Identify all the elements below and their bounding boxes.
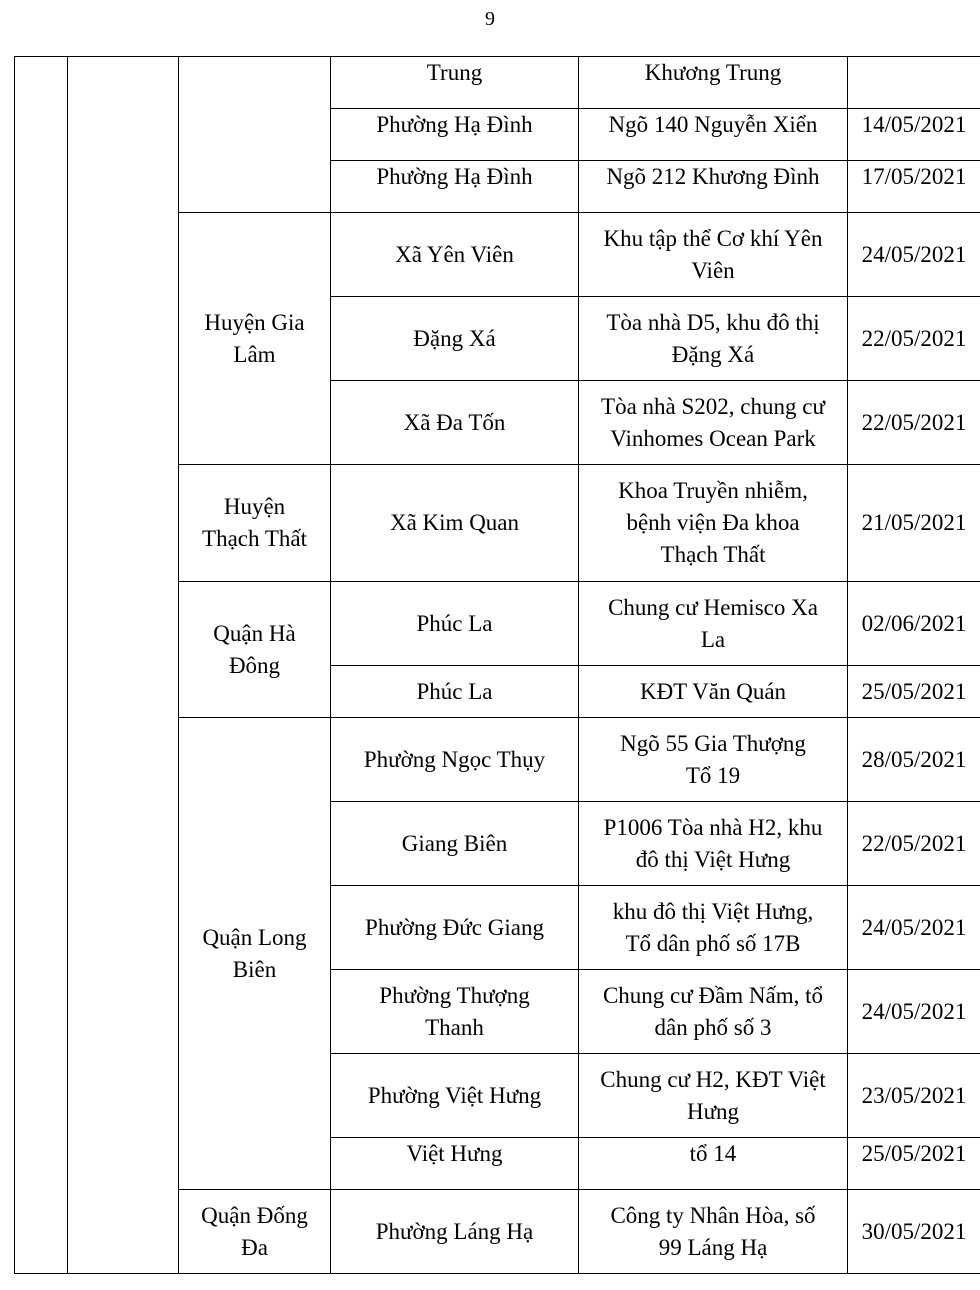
date-cell: 24/05/2021 (848, 213, 980, 297)
ward-cell: Phường Ngọc Thụy (331, 718, 579, 802)
page-number: 9 (485, 8, 495, 30)
ward-cell: Phường Hạ Đình (331, 161, 579, 213)
location-cell: Ngõ 55 Gia Thượng Tổ 19 (579, 718, 848, 802)
ward-cell: Xã Đa Tốn (331, 381, 579, 465)
ward-cell: Phường Hạ Đình (331, 109, 579, 161)
ward-cell: Phúc La (331, 666, 579, 718)
date-cell: 22/05/2021 (848, 297, 980, 381)
location-cell: tổ 14 (579, 1138, 848, 1190)
ward-cell: Phường Láng Hạ (331, 1190, 579, 1274)
date-cell: 21/05/2021 (848, 465, 980, 582)
district-cell: Quận Long Biên (179, 718, 331, 1190)
location-cell: Ngõ 212 Khương Đình (579, 161, 848, 213)
ward-cell: Đặng Xá (331, 297, 579, 381)
district-cell: Quận Đống Đa (179, 1190, 331, 1274)
ward-cell: Xã Yên Viên (331, 213, 579, 297)
date-cell: 24/05/2021 (848, 970, 980, 1054)
ward-cell: Phường Đức Giang (331, 886, 579, 970)
locations-table (14, 56, 980, 1274)
location-cell: Chung cư Đầm Nấm, tổ dân phố số 3 (579, 970, 848, 1054)
location-cell: Khương Trung (579, 57, 848, 109)
date-cell: 22/05/2021 (848, 381, 980, 465)
date-cell: 14/05/2021 (848, 109, 980, 161)
date-cell: 24/05/2021 (848, 886, 980, 970)
location-cell: Chung cư H2, KĐT Việt Hưng (579, 1054, 848, 1138)
district-cell: Quận Hà Đông (179, 582, 331, 718)
location-cell: KĐT Văn Quán (579, 666, 848, 718)
district-cell: Huyện Gia Lâm (179, 213, 331, 465)
empty-col-stt (15, 57, 68, 1274)
ward-cell: Trung (331, 57, 579, 109)
date-cell: 23/05/2021 (848, 1054, 980, 1138)
location-cell: P1006 Tòa nhà H2, khu đô thị Việt Hưng (579, 802, 848, 886)
ward-cell: Việt Hưng (331, 1138, 579, 1190)
location-cell: Tòa nhà D5, khu đô thị Đặng Xá (579, 297, 848, 381)
location-cell: Ngõ 140 Nguyễn Xiển (579, 109, 848, 161)
ward-cell: Xã Kim Quan (331, 465, 579, 582)
ward-cell: Phường Thượng Thanh (331, 970, 579, 1054)
district-cell: Huyện Thạch Thất (179, 465, 331, 582)
date-cell: 28/05/2021 (848, 718, 980, 802)
date-cell: 02/06/2021 (848, 582, 980, 666)
ward-cell: Phường Việt Hưng (331, 1054, 579, 1138)
date-cell: 17/05/2021 (848, 161, 980, 213)
district-cell-continued (179, 57, 331, 213)
location-cell: Khu tập thể Cơ khí Yên Viên (579, 213, 848, 297)
location-cell: Tòa nhà S202, chung cư Vinhomes Ocean Park (579, 381, 848, 465)
empty-col-city (68, 57, 179, 1274)
date-cell: 30/05/2021 (848, 1190, 980, 1274)
location-cell: Khoa Truyền nhiễm, bệnh viện Đa khoa Thạch Thất (579, 465, 848, 582)
date-cell: 22/05/2021 (848, 802, 980, 886)
location-cell: Công ty Nhân Hòa, số 99 Láng Hạ (579, 1190, 848, 1274)
location-cell: Chung cư Hemisco Xa La (579, 582, 848, 666)
ward-cell: Giang Biên (331, 802, 579, 886)
table-row (15, 57, 980, 109)
date-cell: 25/05/2021 (848, 1138, 980, 1190)
ward-cell: Phúc La (331, 582, 579, 666)
date-cell (848, 57, 980, 109)
location-cell: khu đô thị Việt Hưng, Tổ dân phố số 17B (579, 886, 848, 970)
date-cell: 25/05/2021 (848, 666, 980, 718)
